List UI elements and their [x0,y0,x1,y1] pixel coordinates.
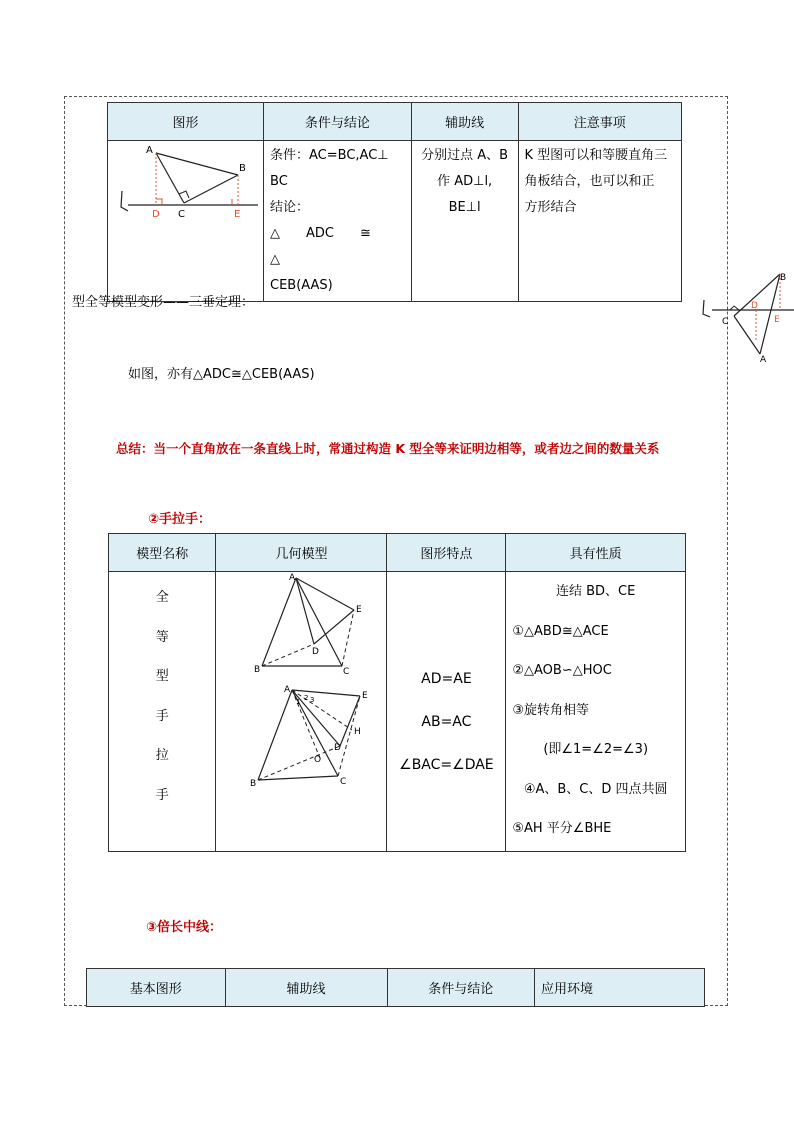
property-item: ③旋转角相等 [512,702,589,718]
top-label-d: D [312,647,320,657]
angle-2-label: 2 [304,694,309,702]
feature-item: AB=AC [421,714,472,730]
bottom-label-o: O [314,755,322,765]
k-model-aux-cell [411,141,518,302]
k-model-figure [108,141,263,272]
header-geometry-model: 几何模型 [216,534,387,572]
var-label-b: B [780,273,787,283]
feature-item: ∠BAC=∠DAE [399,757,494,773]
header-model-name: 模型名称 [109,534,216,572]
condition-line: 条件：AC=BC,AC⊥ [270,148,389,163]
bottom-label-c: C [340,777,347,787]
header-features: 图形特点 [387,534,506,572]
property-item: ①△ABD≅△ACE [512,623,609,639]
aux-line: 分别过点 A、B [421,148,509,163]
model-name-cell [109,572,216,852]
top-label-b: B [254,665,261,675]
header-notes: 注意事项 [518,103,681,141]
bottom-label-a: A [284,685,291,695]
header-conditions: 条件与结论 [264,103,412,141]
top-label-a: A [289,573,296,583]
feature-item: AD=AE [421,671,472,687]
double-median-table [86,968,705,1007]
var-label-a: A [760,355,767,365]
bottom-label-e: E [362,691,369,701]
model-name-char: 型 [155,669,169,684]
aux-line: 作 AD⊥l, [437,174,493,189]
header-aux-line: 辅助线 [411,103,518,141]
note-line: 方形结合 [524,200,577,215]
k-model-table [107,102,682,302]
model-name-char: 拉 [155,748,169,763]
k-variation-title: 型全等模型变形——三垂定理： [72,295,255,310]
bottom-label-b: B [250,779,257,789]
model-name-char: 全 [155,590,169,605]
top-label-e: E [356,605,363,615]
k-variation-sentence: 如图，亦有△ADC≅△CEB(AAS) [128,367,315,382]
header-application: 应用环境 [534,969,704,1007]
condition-line: CEB(AAS) [270,278,333,293]
property-item: (即∠1=∠2=∠3) [543,742,649,757]
header-figure: 图形 [108,103,264,141]
hand-in-hand-figures [216,572,386,847]
property-item: ②△AOB∽△HOC [512,663,612,678]
model-name-char: 手 [155,708,169,724]
var-label-e: E [774,315,780,325]
properties-cell [506,572,686,852]
bottom-label-d: D [334,743,342,753]
angle-3-label: 3 [310,696,315,704]
label-a: A [146,145,153,156]
k-model-notes-cell [518,141,681,302]
double-median-title: ③倍长中线： [146,920,223,935]
property-item: ⑤AH 平分∠BHE [512,821,612,836]
note-line: K 型图可以和等腰直角三 [524,148,668,163]
header-median-aux-line: 辅助线 [225,969,387,1007]
header-properties: 具有性质 [506,534,686,572]
label-b: B [239,163,246,174]
property-item: 连结 BD、CE [555,584,636,599]
label-d: D [152,209,160,220]
angle-1-label: 1 [296,698,301,706]
three-perpendicular-figure [694,266,794,366]
top-label-c: C [343,667,350,677]
model-name-char: 手 [155,787,169,803]
header-basic-figure: 基本图形 [87,969,226,1007]
condition-line: 结论： [270,200,310,215]
aux-line: BE⊥l [448,200,481,215]
condition-line: △ ADC ≅ △ [270,226,397,267]
var-label-c: C [722,317,729,327]
condition-line: BC [270,174,288,189]
hand-in-hand-table [108,533,686,852]
label-e: E [234,209,241,220]
note-line: 角板结合，也可以和正 [524,174,655,189]
k-model-conditions-cell [264,141,412,302]
features-cell [387,572,506,852]
k-summary: 总结：当一个直角放在一条直线上时，常通过构造 K 型全等来证明边相等，或者边之间的数量关系 [116,441,660,456]
k-model-figure-cell [108,141,264,302]
property-item: ④A、B、C、D 四点共圆 [523,781,668,797]
label-c: C [178,209,185,220]
model-name-char: 等 [155,629,169,645]
geometry-model-cell [216,572,387,852]
bottom-label-h: H [354,727,362,737]
var-label-d: D [751,301,758,311]
hand-in-hand-title: ②手拉手： [148,512,212,527]
header-median-conditions: 条件与结论 [387,969,534,1007]
